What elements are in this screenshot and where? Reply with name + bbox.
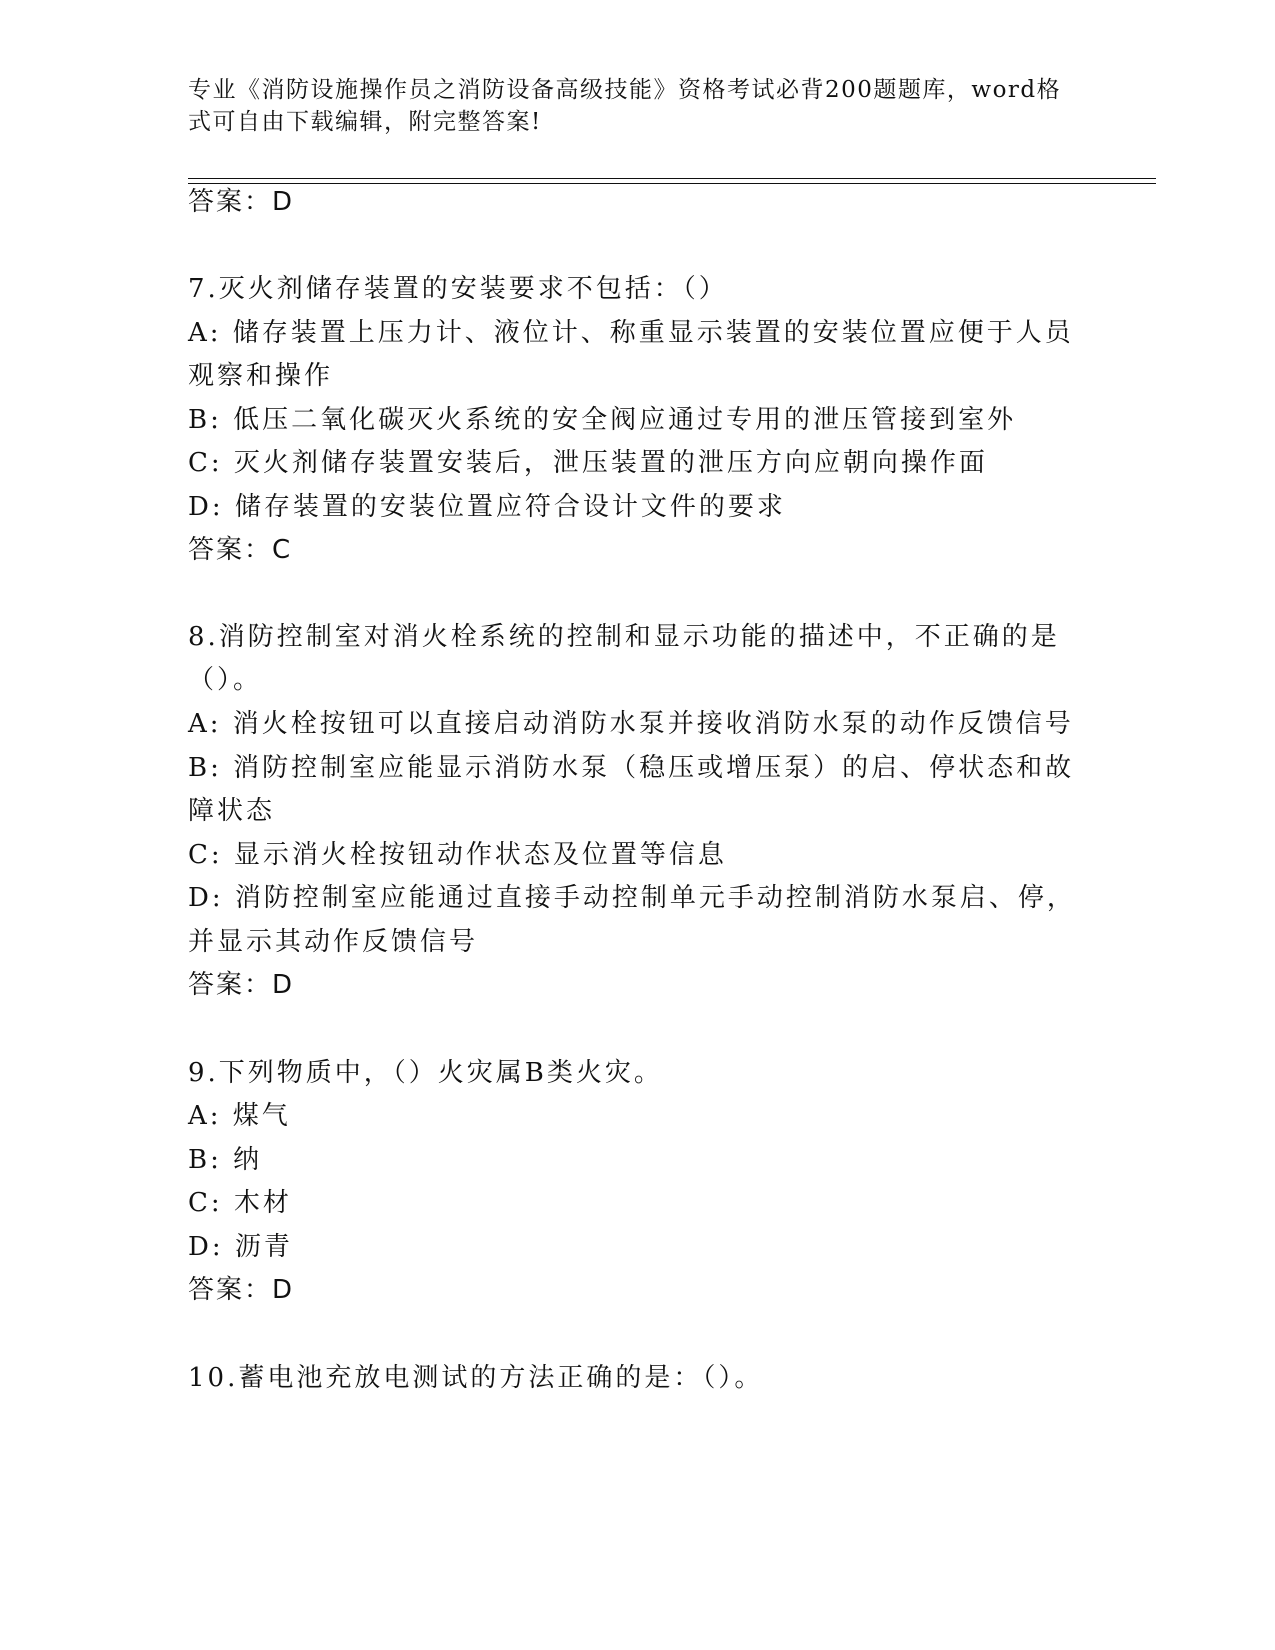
question-8-option-d: D: 消防控制室应能通过直接手动控制单元手动控制消防水泵启、停， [188,883,1076,913]
question-7-option-c: C: 灭火剂储存装置安装后，泄压装置的泄压方向应朝向操作面 [188,448,988,478]
question-8-stem: 8.消防控制室对消火栓系统的控制和显示功能的描述中，不正确的是 [188,622,1060,652]
header-divider-top [188,178,1156,179]
header-line-2: 式可自由下载编辑，附完整答案! [188,109,542,135]
question-9-option-c: C: 木材 [188,1188,292,1218]
question-7-stem: 7.灭火剂储存装置的安装要求不包括：（） [188,274,728,304]
question-9-option-b: B: 纳 [188,1145,263,1175]
question-9-option-d: D: 沥青 [188,1232,293,1262]
question-8-stem-continued: （）。 [188,665,263,695]
question-8-answer: 答案：D [188,970,295,1000]
question-7-option-a-continued: 观察和操作 [188,361,334,391]
question-7-option-d: D: 储存装置的安装位置应符合设计文件的要求 [188,492,786,522]
question-10-stem: 10.蓄电池充放电测试的方法正确的是：（）。 [188,1363,764,1393]
question-8-option-b-continued: 障状态 [188,796,276,826]
question-8-option-c: C: 显示消火栓按钮动作状态及位置等信息 [188,840,727,870]
question-9-stem: 9.下列物质中，（）火灾属B类火灾。 [188,1058,663,1088]
header-divider-bottom [188,183,1156,184]
question-8-option-b: B: 消防控制室应能显示消防水泵（稳压或增压泵）的启、停状态和故 [188,753,1075,783]
document-header [188,74,1068,138]
answer-previous: 答案：D [188,187,295,217]
question-8-option-a: A: 消火栓按钮可以直接启动消防水泵并接收消防水泵的动作反馈信号 [188,709,1074,739]
question-9-option-a: A: 煤气 [188,1101,291,1131]
question-7-option-a: A: 储存装置上压力计、液位计、称重显示装置的安装位置应便于人员 [188,318,1074,348]
question-9-answer: 答案：D [188,1275,295,1305]
question-8-option-d-continued: 并显示其动作反馈信号 [188,927,479,957]
question-7-option-b: B: 低压二氧化碳灭火系统的安全阀应通过专用的泄压管接到室外 [188,405,1017,435]
question-7-answer: 答案：C [188,535,293,565]
header-line-1: 专业《消防设施操作员之消防设备高级技能》资格考试必背200题题库，word格 [188,77,1062,103]
